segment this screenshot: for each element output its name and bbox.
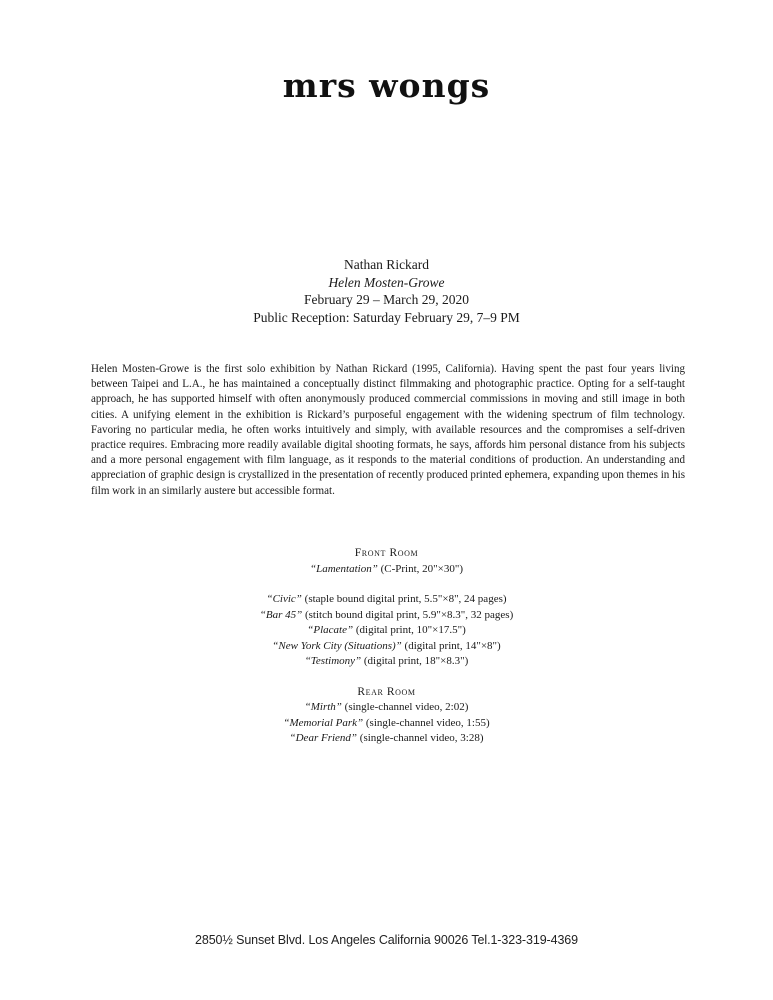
work-title: “Testimony” <box>304 655 362 667</box>
work-details: (digital print, 18"×8.3") <box>361 655 469 667</box>
exhibition-header <box>0 256 773 326</box>
work-title: “Civic” <box>266 593 302 605</box>
work-details: (single-channel video, 3:28) <box>357 732 484 744</box>
work-title: “Memorial Park” <box>283 716 364 729</box>
work-details: (staple bound digital print, 5.5"×8", 24 pages) <box>301 593 507 605</box>
front-room-heading: Front Room <box>354 547 419 559</box>
work-item <box>0 608 773 624</box>
work-details: (single-channel video, 2:02) <box>341 701 469 713</box>
public-reception: Public Reception: Saturday February 29, 7–9 PM <box>253 309 520 325</box>
work-title: “Dear Friend” <box>289 732 358 744</box>
work-item <box>0 716 773 732</box>
exhibition-dates: February 29 – March 29, 2020 <box>304 292 469 307</box>
work-item <box>0 654 773 670</box>
artist-name: Nathan Rickard <box>343 257 430 272</box>
footer-address: 2850½ Sunset Blvd. Los Angeles California 90026 Tel.1-323-319-4369 <box>194 933 579 947</box>
work-details: (digital print, 10"×17.5") <box>353 624 466 636</box>
work-item <box>0 623 773 639</box>
work-title: “New York City (Situations)” <box>272 639 402 652</box>
work-title: “Lamentation” <box>309 562 378 575</box>
exhibition-title: Helen Mosten-Growe <box>328 274 445 290</box>
work-title: “Bar 45” <box>259 608 303 621</box>
work-details: (single-channel video, 1:55) <box>363 716 490 729</box>
press-release-paragraph: Helen Mosten-Growe is the first solo exhibition by Nathan Rickard (1995, California). Having spent the past four years living between Taipei and L.A., he has maintained a conceptually distinct filmmaking and photographic practice. Opting for a self-taught approach, he has supported himself with often anonymously produced commercial commissions in moving and still image in both cities. A unifying element in the exhibition is Rickard’s purposeful engagement with the widening spectrum of film technology. Favoring no particular media, he often works intuitively and simply, with available resources and the compromises a self-driven practice requires. Embracing more readily available digital shooting formats, he says, affords him personal distance from his subjects and a more personal engagement with film language, as it responds to the material conditions of production. An understanding and appreciation of graphic design is crystallized in the presentation of recently produced printed ephemera, expanding upon themes in his film work in an similarly austere but accessible format. <box>91 363 685 497</box>
gallery-logo: mrs wongs <box>282 66 491 105</box>
work-details: (digital print, 14"×8") <box>401 639 501 652</box>
work-item <box>0 562 773 578</box>
work-item <box>0 639 773 655</box>
work-details: (C-Print, 20"×30") <box>377 562 463 575</box>
work-item <box>0 700 773 716</box>
work-item <box>0 731 773 747</box>
work-title: “Placate” <box>307 624 354 636</box>
work-title: “Mirth” <box>304 701 342 713</box>
rear-room-heading: Rear Room <box>357 685 416 698</box>
works-list <box>0 546 773 747</box>
work-details: (stitch bound digital print, 5.9"×8.3", 32 pages) <box>302 608 514 621</box>
work-item <box>0 592 773 608</box>
